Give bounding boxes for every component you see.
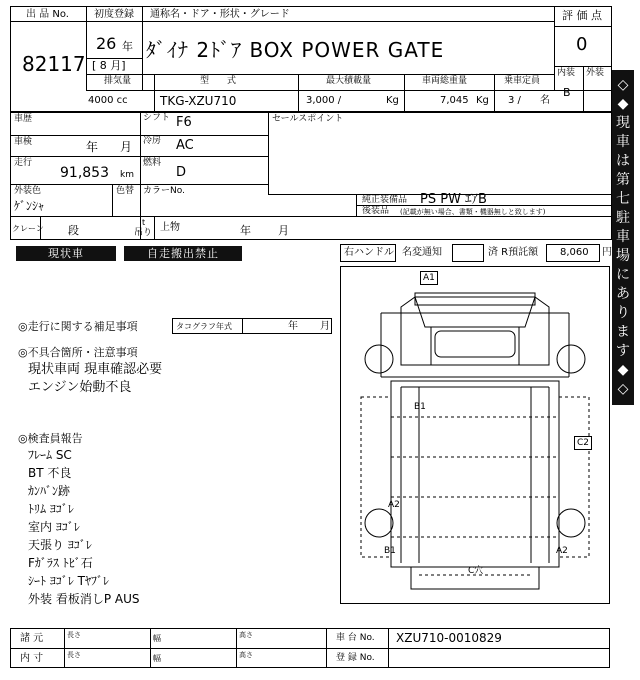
history-label: 車歴 (14, 114, 33, 124)
banner-char: 車 (616, 134, 630, 150)
recycle-amount: 8,060 (560, 247, 589, 258)
banner-char: ◇ (617, 77, 629, 93)
length-label: 長さ (67, 651, 81, 659)
fuel-value: D (176, 165, 187, 180)
capacity-label: 乗車定員 (504, 76, 541, 86)
ext-color-label: 外装色 (14, 186, 42, 196)
reg-month: [ 8 月] (92, 59, 126, 72)
max-load-value: 3,000 / (306, 95, 342, 106)
inspection-year: 年 (86, 140, 99, 154)
height-label: 高さ (239, 631, 253, 639)
ac-label: 冷房 (143, 136, 162, 146)
gross-weight-value: 7,045 (440, 95, 469, 106)
banner-char: 現 (616, 115, 630, 131)
banner-char: ◇ (617, 381, 629, 397)
damage-mark: B1 (384, 546, 396, 556)
side-banner (612, 70, 634, 405)
year-unit: 年 (122, 40, 133, 53)
name-change-label: 名変通知 (402, 247, 442, 258)
damage-mark-rear: C穴 (468, 566, 484, 576)
sales-point-label: セールスポイント (272, 114, 344, 124)
aftermarket-note: (記載が無い場合、書類・機器無しと致します) (400, 208, 546, 216)
width-label: 幅 (153, 634, 161, 643)
banner-char: 場 (616, 248, 630, 264)
banner-char: ま (616, 324, 630, 340)
capacity-value: 3 / (508, 95, 521, 106)
truck-diagram (341, 267, 609, 603)
defects-title: ◎不具合箇所・注意事項 (18, 346, 138, 359)
registration-label: 登 録 No. (336, 653, 375, 663)
inspector-item: ｶﾝﾊﾞﾝ跡 (28, 484, 71, 498)
inspector-item: BT 不良 (28, 466, 72, 480)
inspection-label: 車検 (14, 137, 33, 147)
inspector-item: 室内 ﾖｺﾞﾚ (28, 520, 80, 534)
truck-diagram-frame (340, 266, 610, 604)
color-change-label: 色替 (116, 186, 135, 196)
body-month: 月 (278, 224, 289, 237)
crane-ton-label: t (142, 218, 146, 227)
body-year: 年 (240, 224, 251, 237)
specs-row-label: 諸 元 (20, 633, 44, 644)
score-value: 0 (576, 34, 588, 55)
displacement-value: 4000 cc (88, 95, 128, 106)
inspector-item: ｼｰﾄ ﾖｺﾞﾚ Tﾔﾌﾞﾚ (28, 574, 109, 588)
recycle-label: 済 R預託額 (488, 247, 539, 258)
max-load-unit: Kg (386, 95, 399, 106)
recycle-unit: 円 (602, 247, 612, 258)
body-label: 上物 (160, 222, 180, 233)
driving-notes-title: ◎走行に関する補足事項 (18, 320, 138, 333)
first-reg-label: 初度登録 (94, 9, 134, 20)
inspector-title: ◎検査員報告 (18, 432, 83, 445)
damage-mark: C2 (574, 436, 592, 450)
crane-hook: 吊り (134, 228, 153, 238)
name-change-box (452, 244, 484, 262)
height-label: 高さ (239, 651, 253, 659)
damage-mark: B1 (414, 402, 426, 412)
shift-value: F6 (176, 115, 192, 130)
mileage-label: 走行 (14, 158, 33, 168)
aftermarket-label: 後装品 (362, 206, 390, 216)
reg-year: 26 (96, 34, 117, 53)
shift-label: シフト (143, 113, 171, 123)
inspector-item: ﾄﾘﾑ ﾖｺﾞﾚ (28, 502, 74, 516)
inspector-item: 外装 看板消しP AUS (28, 592, 140, 606)
banner-char: す (616, 343, 630, 359)
banner-char: 駐 (616, 210, 630, 226)
ext-color-value: ｹﾞﾝｼｬ (14, 199, 45, 213)
model-label: 通称名・ドア・形状・グレード (150, 9, 290, 20)
defect-item: 現状車両 現車確認必要 (28, 362, 163, 377)
color-no-label: カラーNo. (143, 186, 185, 196)
fuel-label: 燃料 (143, 158, 162, 168)
type-value: TKG-XZU710 (160, 94, 237, 108)
banner-char: り (616, 305, 630, 321)
chassis-label: 車 台 No. (336, 633, 375, 643)
damage-mark: A2 (388, 500, 400, 510)
inspector-item: ﾌﾚｰﾑ SC (28, 448, 72, 462)
inner-dims-row-label: 内 寸 (20, 653, 44, 664)
banner-char: 車 (616, 229, 630, 245)
status-tag-no-self-drive: 自走搬出禁止 (124, 246, 242, 261)
mileage-unit: km (120, 170, 134, 180)
interior-label: 内装 (557, 68, 576, 78)
status-tag-as-is: 現状車 (16, 246, 116, 261)
tacho-year: 年 (288, 321, 298, 332)
equipment-label: 純正装備品 (362, 195, 408, 205)
banner-char: あ (616, 286, 630, 302)
lot-label: 出 品 No. (26, 9, 69, 20)
exterior-label: 外装 (586, 68, 605, 78)
capacity-unit: 名 (540, 95, 550, 106)
score-label: 評 価 点 (562, 9, 602, 22)
gross-weight-label: 車両総重量 (422, 76, 468, 86)
inspector-item: 天張り ﾖｺﾞﾚ (28, 538, 92, 552)
inspection-month: 月 (120, 140, 133, 154)
gross-weight-unit: Kg (476, 95, 489, 106)
chassis-number: XZU710-0010829 (396, 631, 502, 645)
crane-stage: 段 (68, 224, 79, 237)
max-load-label: 最大積載量 (326, 76, 372, 86)
banner-char: ◆ (617, 96, 629, 112)
crane-label: クレーン (12, 224, 44, 233)
lot-number: 82117 (22, 52, 86, 76)
length-label: 長さ (67, 631, 81, 639)
banner-char: に (616, 267, 630, 283)
equipment-value: PS PW ｴｱB (420, 192, 487, 207)
damage-mark: A2 (556, 546, 568, 556)
banner-char: 七 (616, 191, 630, 207)
width-label: 幅 (153, 654, 161, 663)
inspector-item: Fｶﾞﾗｽ ﾄﾋﾞ石 (28, 556, 93, 570)
defect-item: エンジン始動不良 (28, 380, 132, 395)
banner-char: ◆ (617, 362, 629, 378)
ac-value: AC (176, 138, 194, 153)
banner-char: は (616, 153, 630, 169)
tacho-month: 月 (320, 321, 330, 332)
model-name: ﾀﾞｲﾅ 2ﾄﾞｱ BOX POWER GATE (146, 38, 445, 62)
steering-value: 右ハンドル (344, 247, 394, 258)
damage-mark: A1 (420, 271, 438, 285)
type-label: 型 式 (200, 76, 237, 86)
interior-grade: B (563, 86, 571, 99)
mileage-value: 91,853 (60, 165, 109, 181)
displacement-label: 排気量 (104, 76, 132, 86)
tacho-label: タコグラフ年式 (176, 322, 232, 331)
banner-char: 第 (616, 172, 630, 188)
